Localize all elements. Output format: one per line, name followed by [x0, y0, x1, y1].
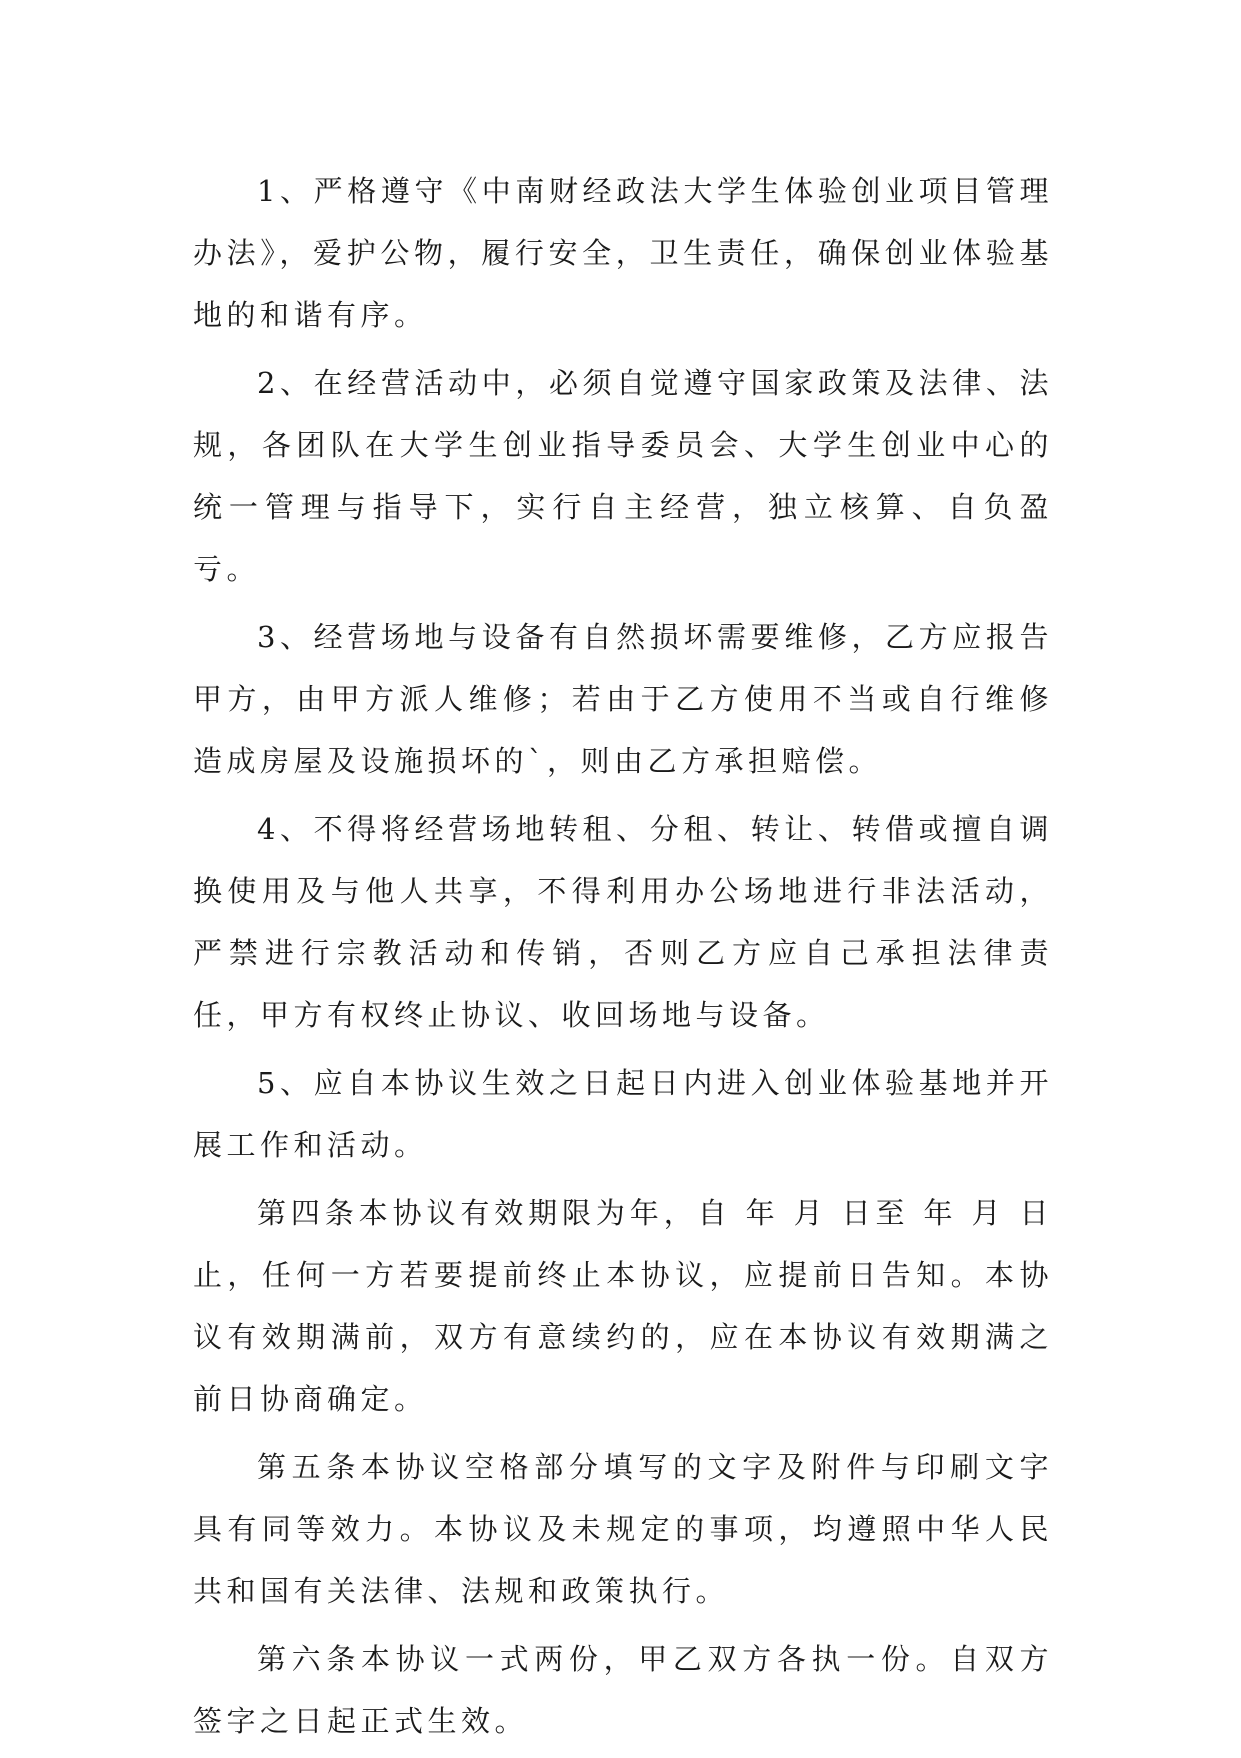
paragraph-article-4: 第四条本协议有效期限为年，自 年 月 日至 年 月 日止，任何一方若要提前终止本协议，应提前日告知。本协议有效期满前，双方有意续约的，应在本协议有效期满之前日协商确定。	[193, 1196, 1053, 1416]
paragraph-clause-3: 3、经营场地与设备有自然损坏需要维修，乙方应报告甲方，由甲方派人维修；若由于乙方使用不当或自行维修造成房屋及设施损坏的`，则由乙方承担赔偿。	[193, 620, 1053, 778]
document-body	[193, 160, 1053, 1758]
paragraph-article-6: 第六条本协议一式两份，甲乙双方各执一份。自双方签字之日起正式生效。	[193, 1642, 1053, 1738]
paragraph-clause-2: 2、在经营活动中，必须自觉遵守国家政策及法律、法规，各团队在大学生创业指导委员会、大学生创业中心的统一管理与指导下，实行自主经营，独立核算、自负盈亏。	[193, 366, 1053, 586]
paragraph-clause-5: 5、应自本协议生效之日起日内进入创业体验基地并开展工作和活动。	[193, 1066, 1053, 1162]
paragraph-clause-1: 1、严格遵守《中南财经政法大学生体验创业项目管理办法》，爱护公物，履行安全，卫生责任，确保创业体验基地的和谐有序。	[193, 174, 1053, 332]
paragraph-clause-4: 4、不得将经营场地转租、分租、转让、转借或擅自调换使用及与他人共享，不得利用办公场地进行非法活动，严禁进行宗教活动和传销，否则乙方应自己承担法律责任，甲方有权终止协议、收回场地与设备。	[193, 812, 1053, 1032]
paragraph-article-5: 第五条本协议空格部分填写的文字及附件与印刷文字具有同等效力。本协议及未规定的事项，均遵照中华人民共和国有关法律、法规和政策执行。	[193, 1450, 1053, 1608]
